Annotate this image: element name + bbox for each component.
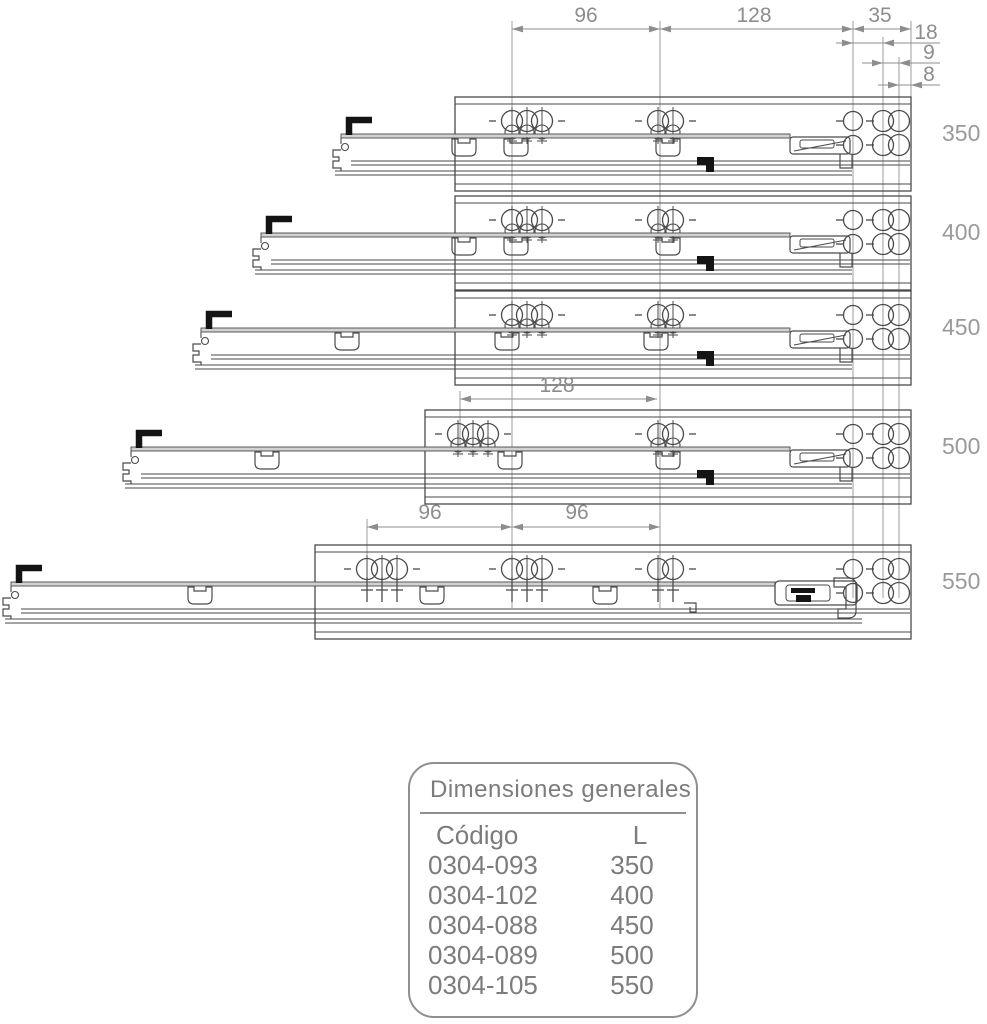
table-row (410, 970, 696, 1000)
latch-pad (796, 595, 811, 602)
codigo-value: 0304-093 (428, 850, 538, 880)
table-row (410, 910, 696, 940)
dimension-label: 96 (574, 4, 598, 27)
mounting-clip (255, 452, 279, 469)
inner-dimension (367, 501, 512, 530)
length-value: 500 (610, 940, 654, 970)
column-header-l: L (632, 820, 648, 850)
length-value: 350 (610, 850, 654, 880)
lock-marker (697, 470, 714, 485)
drawer-member-band (201, 328, 790, 332)
length-label: 450 (942, 314, 981, 340)
rail-end-teeth (333, 150, 341, 171)
length-label: 550 (942, 568, 981, 594)
drawer-member-band (131, 447, 790, 451)
codigo-value: 0304-089 (428, 940, 538, 970)
rail-end-curl (342, 144, 349, 151)
rail-350 (333, 97, 911, 191)
length-value: 550 (610, 970, 654, 1000)
dimension-label: 35 (868, 4, 892, 27)
mounting-clip (495, 333, 519, 350)
table-row (410, 940, 696, 970)
rail-end-curl (12, 592, 19, 599)
table-body (410, 850, 696, 1000)
rail-end-curl (262, 243, 269, 250)
drawer-member-band (11, 582, 775, 586)
rail-end-curl (132, 457, 139, 464)
rail-end-teeth (123, 463, 131, 484)
rail-500 (123, 410, 911, 504)
rail-400 (253, 196, 911, 290)
front-hook (269, 219, 292, 234)
codigo-value: 0304-105 (428, 970, 538, 1000)
mounting-clip (504, 139, 528, 156)
mounting-clip (335, 333, 359, 350)
dimensions-table (408, 762, 698, 1018)
lock-marker (697, 256, 714, 271)
dimension-label: 9 (923, 41, 935, 64)
dimension-label: 8 (923, 63, 935, 86)
length-value: 400 (610, 880, 654, 910)
dimension-label: 96 (565, 501, 589, 524)
mounting-clip (504, 238, 528, 255)
top-dimensions (512, 4, 940, 88)
front-hook (349, 120, 372, 135)
codigo-value: 0304-102 (428, 880, 538, 910)
length-label: 400 (942, 219, 981, 245)
codigo-value: 0304-088 (428, 910, 538, 940)
drawer-member-band (341, 134, 790, 138)
dimension-label: 18 (914, 21, 938, 44)
rail-450 (193, 291, 911, 385)
dimension-label: 128 (539, 374, 575, 397)
mounting-clip (644, 333, 668, 350)
front-hook (139, 433, 162, 448)
table-row (410, 850, 696, 880)
drawer-member-band (261, 233, 790, 237)
lock-marker (697, 157, 714, 172)
mounting-clip (593, 587, 617, 604)
latch-pad (791, 588, 815, 593)
mounting-clip (188, 587, 212, 604)
front-hook (19, 568, 42, 583)
length-label: 350 (942, 120, 981, 146)
inner-dimension (512, 501, 660, 530)
front-hook (209, 314, 232, 329)
table-title: Dimensiones generales (430, 776, 692, 803)
rail-end-teeth (193, 344, 201, 365)
length-value: 450 (610, 910, 654, 940)
column-header-codigo: Código (436, 820, 519, 850)
rail-end-teeth (253, 249, 261, 270)
dimension-label: 96 (418, 501, 442, 524)
mounting-clip (420, 587, 444, 604)
cassette-profile (315, 545, 911, 639)
mounting-clip (498, 452, 522, 469)
table-header (410, 820, 696, 850)
rail-550 (3, 545, 911, 639)
table-separator (420, 812, 686, 814)
rail-end-curl (202, 338, 209, 345)
table-row (410, 880, 696, 910)
rail-end-teeth (3, 598, 11, 619)
lock-marker (684, 603, 696, 612)
length-label: 500 (942, 433, 981, 459)
dimension-label: 128 (736, 4, 772, 27)
lock-marker (697, 351, 714, 366)
